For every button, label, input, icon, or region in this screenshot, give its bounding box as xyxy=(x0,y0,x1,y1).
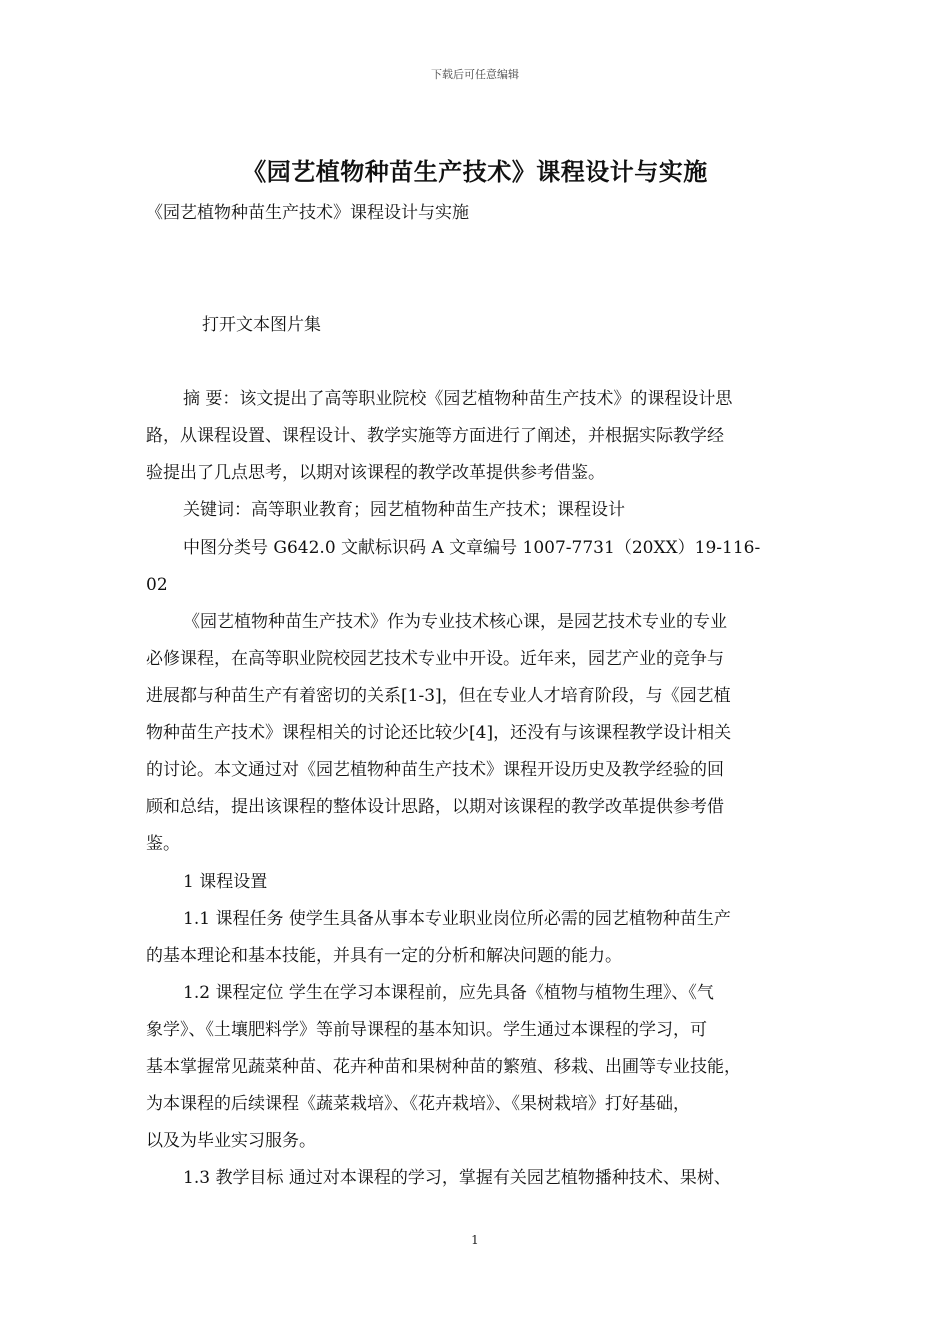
document-title: 《园艺植物种苗生产技术》课程设计与实施 xyxy=(242,157,708,186)
body-line: 为本课程的后续课程《蔬菜栽培》、《花卉栽培》、《果树栽培》打好基础， xyxy=(146,1094,690,1114)
classification-line: 02 xyxy=(146,575,168,595)
body-line: 物种苗生产技术》课程相关的讨论还比较少[4]，还没有与该课程教学设计相关 xyxy=(146,723,732,743)
keywords-line: 关键词：高等职业教育；园艺植物种苗生产技术；课程设计 xyxy=(183,500,625,520)
body-line: 1.3 教学目标 通过对本课程的学习，掌握有关园艺植物播种技术、果树、 xyxy=(183,1168,731,1188)
page-number: 1 xyxy=(471,1233,479,1247)
body-line: 基本掌握常见蔬菜种苗、花卉种苗和果树种苗的繁殖、移栽、出圃等专业技能， xyxy=(146,1057,741,1077)
body-line: 的基本理论和基本技能，并具有一定的分析和解决问题的能力。 xyxy=(146,946,622,966)
body-line: 以及为毕业实习服务。 xyxy=(146,1131,316,1151)
page-header: 下载后可任意编辑 xyxy=(431,68,519,81)
body-line: 顾和总结，提出该课程的整体设计思路，以期对该课程的教学改革提供参考借 xyxy=(146,797,724,817)
body-line: 进展都与种苗生产有着密切的关系[1-3]，但在专业人才培育阶段，与《园艺植 xyxy=(146,686,731,706)
classification-line: 中图分类号 G642.0 文献标识码 A 文章编号 1007-7731（20XX）19-116- xyxy=(183,538,761,558)
section-heading: 1 课程设置 xyxy=(183,872,268,892)
body-line: 1.2 课程定位 学生在学习本课程前，应先具备《植物与植物生理》、《气 xyxy=(183,983,714,1003)
body-line: 必修课程，在高等职业院校园艺技术专业中开设。近年来，园艺产业的竞争与 xyxy=(146,649,724,669)
body-line: 象学》、《土壤肥料学》等前导课程的基本知识。学生通过本课程的学习，可 xyxy=(146,1020,707,1040)
body-line: 1.1 课程任务 使学生具备从事本专业职业岗位所必需的园艺植物种苗生产 xyxy=(183,909,731,929)
abstract-line: 路，从课程设置、课程设计、教学实施等方面进行了阐述，并根据实际教学经 xyxy=(146,426,724,446)
abstract-line: 验提出了几点思考，以期对该课程的教学改革提供参考借鉴。 xyxy=(146,463,605,483)
body-line: 鉴。 xyxy=(146,834,180,854)
abstract-line: 摘 要：该文提出了高等职业院校《园艺植物种苗生产技术》的课程设计思 xyxy=(183,389,733,409)
body-line: 的讨论。本文通过对《园艺植物种苗生产技术》课程开设历史及教学经验的回 xyxy=(146,760,724,780)
subtitle-line: 《园艺植物种苗生产技术》课程设计与实施 xyxy=(146,203,469,223)
image-gallery-link[interactable]: 打开文本图片集 xyxy=(202,315,321,335)
body-line: 《园艺植物种苗生产技术》作为专业技术核心课，是园艺技术专业的专业 xyxy=(183,612,727,632)
